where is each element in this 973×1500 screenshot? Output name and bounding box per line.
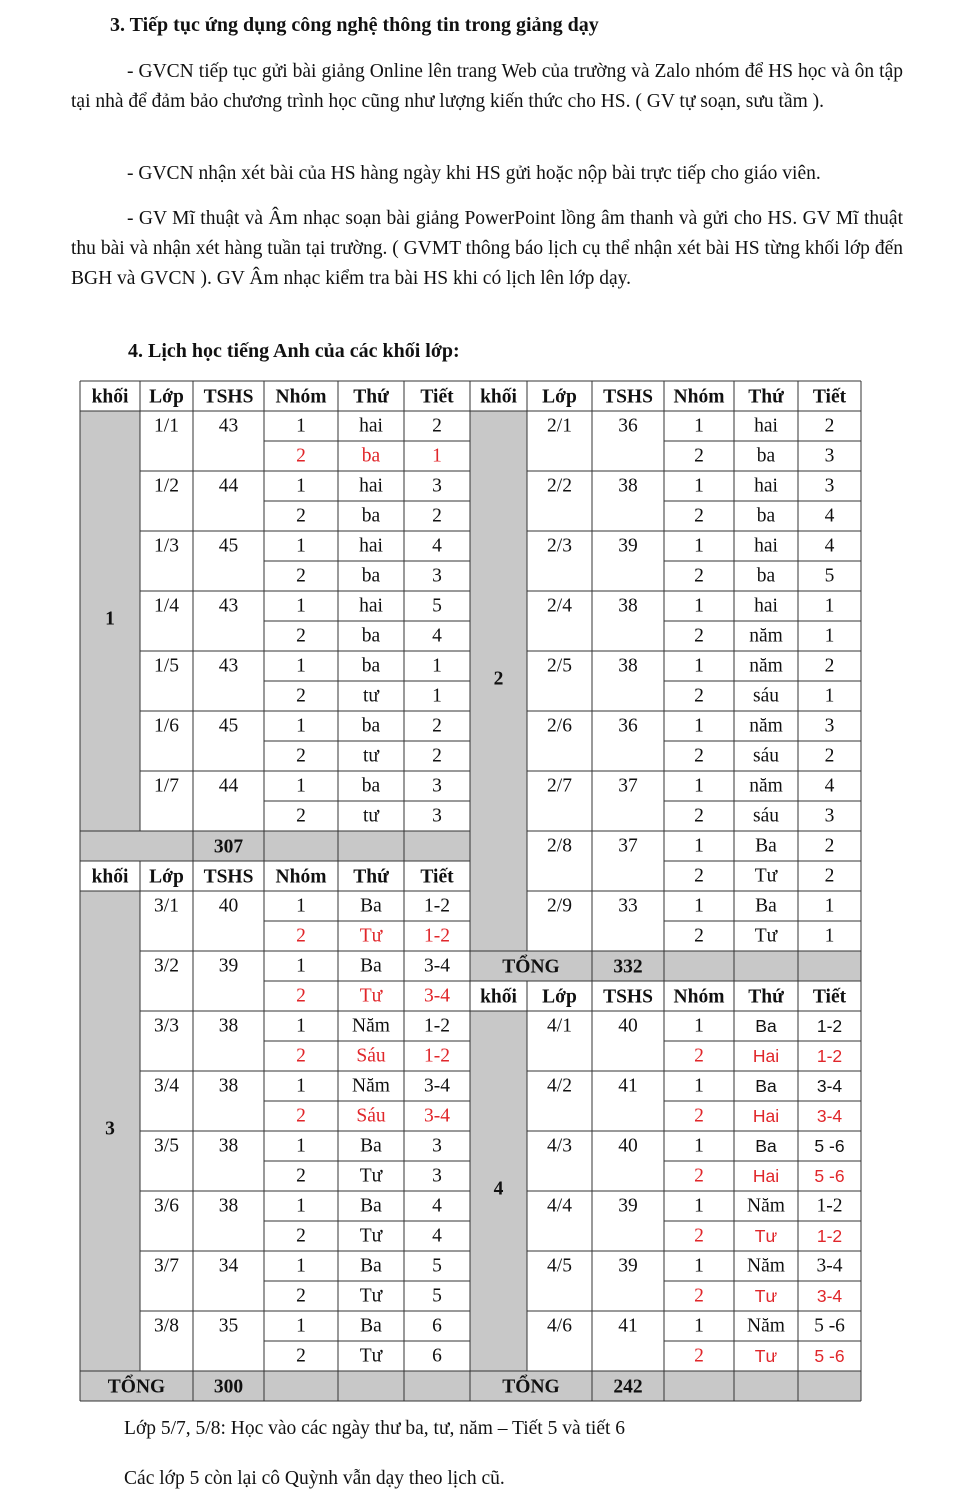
g1-tshs-1/2: 44 [218, 475, 239, 497]
g1-tshs-1/4: 43 [218, 595, 239, 617]
g2-group-2/8-1: 1 [694, 835, 704, 857]
g3-period-3/7-1: 5 [432, 1255, 442, 1277]
g1-day-1/1-2: ba [361, 445, 381, 467]
g2-day-2/4-1: hai [754, 595, 778, 617]
g1-period-1/2-1: 3 [432, 475, 442, 497]
g2-period-2/5-1: 2 [824, 655, 835, 677]
g4-day-4/3-2: Hai [752, 1166, 780, 1186]
section-3-heading: 3. Tiếp tục ứng dụng công nghệ thông tin trong giảng dạy [110, 14, 599, 36]
right2-header-1: Lớp [542, 986, 577, 1008]
g1-period-1/2-2: 2 [432, 505, 442, 527]
g2-group-2/4-1: 1 [694, 595, 704, 617]
g4-day-4/2-2: Hai [752, 1106, 780, 1126]
g1-period-1/6-2: 2 [432, 745, 442, 767]
g3-period-3/4-2: 3-4 [424, 1105, 450, 1127]
g3-tshs-3/8: 35 [218, 1315, 239, 1337]
g2-day-2/3-2: ba [756, 565, 776, 587]
g1-total-value: 307 [213, 836, 244, 858]
g3-group-3/1-2: 2 [296, 925, 306, 947]
g3-day-3/6-1: Ba [360, 1195, 382, 1217]
section-4-heading: 4. Lịch học tiếng Anh của các khối lớp: [128, 340, 460, 362]
g2-day-2/1-1: hai [754, 415, 778, 437]
g1-period-1/7-2: 3 [432, 805, 442, 827]
left-header-2: TSHS [203, 386, 254, 408]
g2-group-2/1-1: 1 [694, 415, 704, 437]
g2-group-2/1-2: 2 [694, 445, 704, 467]
g4-group-4/5-2: 2 [694, 1285, 704, 1307]
g1-day-1/5-2: tư [363, 685, 379, 707]
g3-class-3/3: 3/3 [154, 1015, 179, 1037]
g1-day-1/7-1: ba [361, 775, 381, 797]
g2-day-2/9-2: Tư [754, 925, 778, 947]
g3-group-3/2-1: 1 [296, 955, 306, 977]
g4-day-4/3-1: Ba [755, 1136, 777, 1156]
g2-tshs-2/9: 33 [618, 895, 638, 917]
right-header-2: TSHS [603, 386, 653, 408]
note-1: Lớp 5/7, 5/8: Học vào các ngày thư ba, tư, năm – Tiết 5 và tiết 6 [104, 1418, 605, 1439]
right2-header-2: TSHS [603, 986, 653, 1008]
g3-group-3/7-2: 2 [296, 1285, 306, 1307]
g2-tshs-2/6: 36 [618, 715, 638, 737]
g2-day-2/3-1: hai [754, 535, 778, 557]
g2-group-2/2-1: 1 [694, 475, 704, 497]
g1-grade-label: 1 [105, 608, 115, 630]
g2-tshs-2/4: 38 [618, 595, 638, 617]
g4-group-4/1-1: 1 [694, 1015, 704, 1037]
g2-group-2/5-2: 2 [694, 685, 704, 707]
g4-tshs-4/5: 39 [618, 1255, 638, 1277]
g3-day-3/5-2: Tư [359, 1165, 383, 1187]
g4-day-4/5-2: Tư [754, 1286, 778, 1306]
g2-group-2/6-1: 1 [694, 715, 704, 737]
g4-class-4/5: 4/5 [547, 1255, 572, 1277]
g4-tshs-4/6: 41 [618, 1315, 638, 1337]
g1-day-1/3-1: hai [359, 535, 383, 557]
g3-group-3/6-2: 2 [296, 1225, 306, 1247]
g1-day-1/2-1: hai [359, 475, 383, 497]
g4-day-4/2-1: Ba [755, 1076, 777, 1096]
g4-tshs-4/4: 39 [618, 1195, 638, 1217]
g2-grade-label: 2 [493, 668, 504, 690]
g1-tshs-1/7: 44 [218, 775, 239, 797]
g4-group-4/5-1: 1 [694, 1255, 704, 1277]
g1-day-1/6-1: ba [361, 715, 381, 737]
g2-tshs-2/5: 38 [618, 655, 638, 677]
g4-period-4/5-1: 3-4 [816, 1255, 843, 1277]
g3-tshs-3/5: 38 [218, 1135, 239, 1157]
g2-period-2/8-2: 2 [824, 865, 835, 887]
g3-period-3/6-1: 4 [432, 1195, 442, 1217]
g1-group-1/5-1: 1 [296, 655, 306, 677]
g3-tshs-3/6: 38 [218, 1195, 239, 1217]
g2-class-2/1: 2/1 [547, 415, 572, 437]
g3-group-3/7-1: 1 [296, 1255, 306, 1277]
g4-period-4/1-2: 1-2 [816, 1046, 843, 1066]
g1-total-row [80, 831, 470, 861]
g4-class-4/4: 4/4 [547, 1195, 572, 1217]
g1-group-1/6-1: 1 [296, 715, 306, 737]
g2-period-2/1-2: 3 [824, 445, 835, 467]
g3-tshs-3/7: 34 [218, 1255, 239, 1277]
g3-period-3/1-2: 1-2 [424, 925, 450, 947]
g3-group-3/2-2: 2 [296, 985, 306, 1007]
g2-period-2/6-2: 2 [824, 745, 835, 767]
g3-class-3/8: 3/8 [154, 1315, 179, 1337]
right-header-5: Tiết [812, 386, 847, 408]
paragraph-1-text: - GVCN tiếp tục gửi bài giảng Online lên trang Web của trường và Zalo nhóm để HS học và ôn tập tại nhà để đảm bảo chương trình học cũng như lượng kiến thức cho HS. ( GV tự soạn, sưu tầm ). [71, 61, 903, 112]
g1-day-1/2-2: ba [361, 505, 381, 527]
g2-tshs-2/2: 38 [618, 475, 638, 497]
left2-header-4: Thứ [353, 866, 389, 888]
g3-day-3/4-2: Sáu [356, 1105, 386, 1127]
g2-period-2/2-2: 4 [824, 505, 835, 527]
g4-period-4/6-2: 5 -6 [814, 1346, 845, 1366]
g2-day-2/7-2: sáu [753, 805, 779, 827]
g1-group-1/1-1: 1 [296, 415, 306, 437]
g1-group-1/7-2: 2 [296, 805, 306, 827]
g3-day-3/7-1: Ba [360, 1255, 382, 1277]
g1-period-1/4-1: 5 [432, 595, 442, 617]
g2-group-2/5-1: 1 [694, 655, 704, 677]
g2-class-2/6: 2/6 [547, 715, 572, 737]
g3-group-3/5-1: 1 [296, 1135, 306, 1157]
g2-group-2/3-2: 2 [694, 565, 704, 587]
g2-day-2/1-2: ba [756, 445, 776, 467]
g4-period-4/5-2: 3-4 [816, 1286, 843, 1306]
g2-group-2/6-2: 2 [694, 745, 704, 767]
g4-group-4/1-2: 2 [694, 1045, 704, 1067]
g1-day-1/4-2: ba [361, 625, 381, 647]
g2-day-2/5-1: năm [749, 655, 783, 677]
g4-class-4/2: 4/2 [547, 1075, 572, 1097]
g2-period-2/3-1: 4 [824, 535, 835, 557]
g4-group-4/4-2: 2 [694, 1225, 704, 1247]
g4-tshs-4/1: 40 [618, 1015, 638, 1037]
g2-period-2/7-2: 3 [824, 805, 835, 827]
g1-period-1/6-1: 2 [432, 715, 442, 737]
g4-class-4/1: 4/1 [547, 1015, 572, 1037]
g3-group-3/8-1: 1 [296, 1315, 306, 1337]
g3-day-3/3-2: Sáu [356, 1045, 386, 1067]
g2-tshs-2/3: 39 [618, 535, 638, 557]
g1-period-1/7-1: 3 [432, 775, 442, 797]
g3-day-3/1-2: Tư [359, 925, 383, 947]
g2-day-2/2-1: hai [754, 475, 778, 497]
right-header-3: Nhóm [673, 386, 725, 408]
left2-header-1: Lớp [149, 866, 184, 888]
g2-period-2/4-1: 1 [824, 595, 835, 617]
g4-period-4/4-2: 1-2 [816, 1226, 843, 1246]
left-header-1: Lớp [149, 386, 184, 408]
g3-day-3/6-2: Tư [359, 1225, 383, 1247]
g4-total-label: TỔNG [502, 1376, 560, 1398]
right2-header-4: Thứ [748, 986, 784, 1008]
g3-tshs-3/3: 38 [218, 1015, 239, 1037]
g1-class-1/5: 1/5 [154, 655, 179, 677]
g1-group-1/4-2: 2 [296, 625, 306, 647]
g3-day-3/2-2: Tư [359, 985, 383, 1007]
g1-group-1/2-2: 2 [296, 505, 306, 527]
g1-period-1/1-1: 2 [432, 415, 442, 437]
g3-period-3/7-2: 5 [432, 1285, 442, 1307]
g1-group-1/4-1: 1 [296, 595, 306, 617]
g2-period-2/1-1: 2 [824, 415, 835, 437]
g3-tshs-3/4: 38 [218, 1075, 239, 1097]
g4-group-4/2-1: 1 [694, 1075, 704, 1097]
g3-day-3/5-1: Ba [360, 1135, 382, 1157]
left-header-3: Nhóm [275, 386, 327, 408]
g1-day-1/7-2: tư [363, 805, 379, 827]
g2-class-2/9: 2/9 [547, 895, 572, 917]
g1-period-1/3-2: 3 [432, 565, 442, 587]
g4-period-4/6-1: 5 -6 [814, 1315, 845, 1337]
g4-tshs-4/3: 40 [618, 1135, 638, 1157]
g4-group-4/6-1: 1 [694, 1315, 704, 1337]
g3-total-value: 300 [213, 1376, 244, 1398]
right2-header-5: Tiết [812, 986, 847, 1008]
g2-tshs-2/1: 36 [618, 415, 638, 437]
g1-period-1/5-1: 1 [432, 655, 442, 677]
g4-class-4/3: 4/3 [547, 1135, 572, 1157]
g3-class-3/1: 3/1 [154, 895, 179, 917]
g2-day-2/9-1: Ba [755, 895, 777, 917]
g3-day-3/3-1: Năm [352, 1015, 390, 1037]
g2-group-2/9-1: 1 [694, 895, 704, 917]
left-header-4: Thứ [353, 386, 389, 408]
g2-class-2/5: 2/5 [547, 655, 572, 677]
g3-period-3/2-2: 3-4 [424, 985, 450, 1007]
g3-period-3/6-2: 4 [432, 1225, 442, 1247]
g3-class-3/2: 3/2 [154, 955, 179, 977]
g3-tshs-3/2: 39 [218, 955, 239, 977]
g2-period-2/7-1: 4 [824, 775, 835, 797]
g2-day-2/5-2: sáu [753, 685, 779, 707]
g3-period-3/8-1: 6 [432, 1315, 442, 1337]
g1-period-1/1-2: 1 [432, 445, 442, 467]
g4-group-4/6-2: 2 [694, 1345, 704, 1367]
g3-day-3/8-2: Tư [359, 1345, 383, 1367]
g4-tshs-4/2: 41 [618, 1075, 638, 1097]
g4-day-4/4-1: Năm [747, 1195, 785, 1217]
g1-group-1/5-2: 2 [296, 685, 306, 707]
left-header-0: khối [91, 386, 129, 408]
g1-class-1/7: 1/7 [154, 775, 179, 797]
g2-group-2/9-2: 2 [694, 925, 704, 947]
g3-day-3/2-1: Ba [360, 955, 382, 977]
right2-header-3: Nhóm [673, 986, 725, 1008]
g1-tshs-1/3: 45 [218, 535, 239, 557]
g4-class-4/6: 4/6 [547, 1315, 572, 1337]
g3-total-label: TỔNG [107, 1376, 166, 1398]
g1-day-1/3-2: ba [361, 565, 381, 587]
g2-group-2/2-2: 2 [694, 505, 704, 527]
g3-group-3/3-2: 2 [296, 1045, 306, 1067]
g2-period-2/9-1: 1 [824, 895, 835, 917]
g2-day-2/6-1: năm [749, 715, 783, 737]
g1-class-1/2: 1/2 [154, 475, 179, 497]
g2-day-2/8-2: Tư [754, 865, 778, 887]
g3-day-3/7-2: Tư [359, 1285, 383, 1307]
paragraph-3-text: - GV Mĩ thuật và Âm nhạc soạn bài giảng PowerPoint lồng âm thanh và gửi cho HS. GV Mĩ thuật thu bài và nhận xét hàng tuần tại trường. ( GVMT thông báo lịch cụ thể nhận xét bài HS từng khối lớp đến BGH và GVCN ). GV Âm nhạc kiểm tra bài HS khi có lịch lên lớp dạy. [71, 208, 903, 289]
g3-period-3/2-1: 3-4 [424, 955, 450, 977]
g2-class-2/7: 2/7 [547, 775, 572, 797]
g2-group-2/3-1: 1 [694, 535, 704, 557]
right-header-4: Thứ [748, 386, 784, 408]
g1-group-1/3-1: 1 [296, 535, 306, 557]
left2-header-2: TSHS [203, 866, 254, 888]
g4-day-4/1-1: Ba [755, 1016, 777, 1036]
g1-class-1/4: 1/4 [154, 595, 179, 617]
g3-period-3/3-1: 1-2 [424, 1015, 450, 1037]
g4-group-4/3-2: 2 [694, 1165, 704, 1187]
g2-group-2/7-2: 2 [694, 805, 704, 827]
g4-group-4/2-2: 2 [694, 1105, 704, 1127]
g2-period-2/4-2: 1 [824, 625, 835, 647]
g1-period-1/5-2: 1 [432, 685, 442, 707]
g4-group-4/4-1: 1 [694, 1195, 704, 1217]
g3-period-3/4-1: 3-4 [424, 1075, 450, 1097]
g4-day-4/6-2: Tư [754, 1346, 778, 1366]
left2-header-3: Nhóm [275, 866, 327, 888]
g4-day-4/6-1: Năm [747, 1315, 785, 1337]
g3-period-3/3-2: 1-2 [424, 1045, 450, 1067]
g1-class-1/1: 1/1 [154, 415, 179, 437]
paragraph-2-text: - GVCN nhận xét bài của HS hàng ngày khi HS gửi hoặc nộp bài trực tiếp cho giáo viên. [127, 163, 821, 184]
g4-day-4/4-2: Tư [754, 1226, 778, 1246]
g2-class-2/2: 2/2 [547, 475, 572, 497]
g1-day-1/6-2: tư [363, 745, 379, 767]
g2-group-2/4-2: 2 [694, 625, 704, 647]
g2-day-2/6-2: sáu [753, 745, 779, 767]
g2-period-2/2-1: 3 [824, 475, 835, 497]
g3-class-3/6: 3/6 [154, 1195, 179, 1217]
g3-period-3/5-2: 3 [432, 1165, 442, 1187]
g4-period-4/3-1: 5 -6 [814, 1136, 845, 1156]
g1-class-1/3: 1/3 [154, 535, 179, 557]
g2-day-2/8-1: Ba [755, 835, 777, 857]
g2-period-2/9-2: 1 [824, 925, 835, 947]
g4-period-4/4-1: 1-2 [816, 1195, 843, 1217]
right2-header-0: khối [480, 986, 517, 1008]
left2-header-5: Tiết [420, 866, 454, 888]
g3-class-3/5: 3/5 [154, 1135, 179, 1157]
g1-group-1/2-1: 1 [296, 475, 306, 497]
g1-class-1/6: 1/6 [154, 715, 179, 737]
g3-group-3/4-2: 2 [296, 1105, 306, 1127]
g3-period-3/1-1: 1-2 [424, 895, 450, 917]
g3-group-3/8-2: 2 [296, 1345, 306, 1367]
g2-period-2/6-1: 3 [824, 715, 835, 737]
g2-day-2/7-1: năm [749, 775, 783, 797]
g3-group-3/3-1: 1 [296, 1015, 306, 1037]
g1-group-1/3-2: 2 [296, 565, 306, 587]
g3-tshs-3/1: 40 [218, 895, 239, 917]
g1-period-1/3-1: 4 [432, 535, 442, 557]
g1-group-1/1-2: 2 [296, 445, 306, 467]
g2-class-2/3: 2/3 [547, 535, 572, 557]
g2-day-2/4-2: năm [749, 625, 783, 647]
g1-day-1/4-1: hai [359, 595, 383, 617]
g4-period-4/3-2: 5 -6 [814, 1166, 845, 1186]
g3-day-3/1-1: Ba [360, 895, 382, 917]
g3-group-3/1-1: 1 [296, 895, 306, 917]
g3-grade-label: 3 [105, 1118, 115, 1140]
g2-total-value: 332 [613, 956, 643, 978]
g2-total-label: TỔNG [502, 956, 560, 978]
g2-class-2/4: 2/4 [547, 595, 572, 617]
g3-period-3/5-1: 3 [432, 1135, 442, 1157]
g1-tshs-1/1: 43 [218, 415, 239, 437]
g2-group-2/7-1: 1 [694, 775, 704, 797]
right-header-0: khối [480, 386, 517, 408]
g4-total-value: 242 [613, 1376, 643, 1398]
g1-day-1/1-1: hai [359, 415, 383, 437]
right-header-1: Lớp [542, 386, 577, 408]
g1-tshs-1/5: 43 [218, 655, 239, 677]
g2-group-2/8-2: 2 [694, 865, 704, 887]
g4-grade-label: 4 [493, 1178, 504, 1200]
g1-day-1/5-1: ba [361, 655, 381, 677]
g4-day-4/5-1: Năm [747, 1255, 785, 1277]
g2-tshs-2/7: 37 [618, 775, 638, 797]
g2-day-2/2-2: ba [756, 505, 776, 527]
g2-period-2/5-2: 1 [824, 685, 835, 707]
g4-group-4/3-1: 1 [694, 1135, 704, 1157]
g4-period-4/1-1: 1-2 [816, 1016, 843, 1036]
g3-class-3/7: 3/7 [154, 1255, 179, 1277]
g3-day-3/4-1: Năm [352, 1075, 390, 1097]
g3-group-3/6-1: 1 [296, 1195, 306, 1217]
g3-group-3/4-1: 1 [296, 1075, 306, 1097]
g1-group-1/6-2: 2 [296, 745, 306, 767]
g3-period-3/8-2: 6 [432, 1345, 442, 1367]
left-header-5: Tiết [420, 386, 454, 408]
g1-tshs-1/6: 45 [218, 715, 239, 737]
g1-period-1/4-2: 4 [432, 625, 442, 647]
g1-group-1/7-1: 1 [296, 775, 306, 797]
g4-period-4/2-2: 3-4 [816, 1106, 843, 1126]
g3-day-3/8-1: Ba [360, 1315, 382, 1337]
left2-header-0: khối [91, 866, 129, 888]
g2-period-2/8-1: 2 [824, 835, 835, 857]
g2-period-2/3-2: 5 [824, 565, 835, 587]
g4-day-4/1-2: Hai [752, 1046, 780, 1066]
g3-group-3/5-2: 2 [296, 1165, 306, 1187]
g2-class-2/8: 2/8 [547, 835, 572, 857]
g4-period-4/2-1: 3-4 [816, 1076, 843, 1096]
g2-tshs-2/8: 37 [618, 835, 638, 857]
note-2: Các lớp 5 còn lại cô Quỳnh vẫn dạy theo lịch cũ. [104, 1468, 485, 1489]
g3-class-3/4: 3/4 [154, 1075, 179, 1097]
